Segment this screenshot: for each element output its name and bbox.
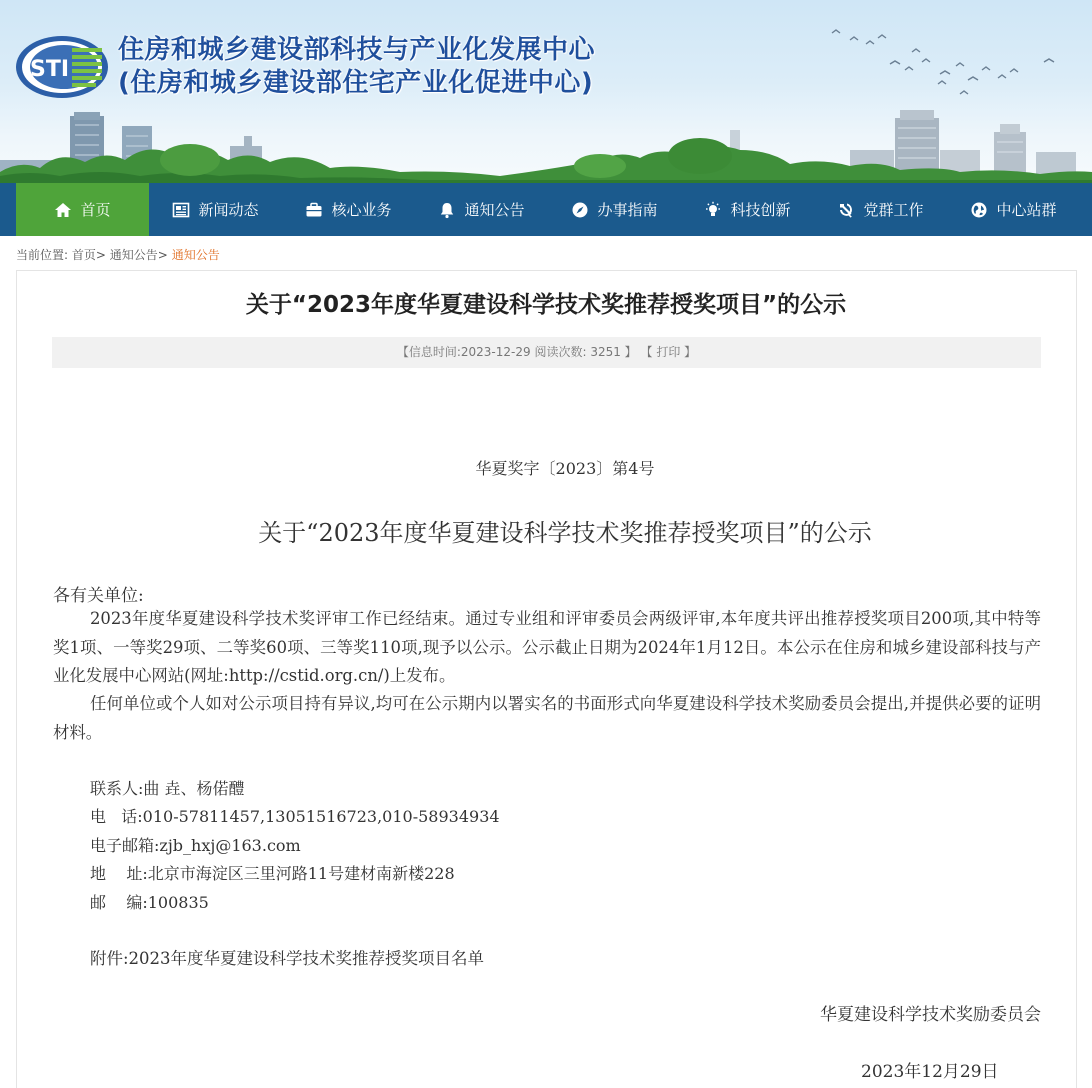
breadcrumb-section-link[interactable]: 通知公告 <box>109 248 158 262</box>
globe-icon <box>970 201 988 219</box>
contact-person: 联系人:曲 垚、杨偌醴 <box>90 779 245 798</box>
attachment-link[interactable]: 附件:2023年度华夏建设科学技术奖推荐授奖项目名单 <box>90 949 485 968</box>
site-title-line2: (住房和城乡建设部住宅产业化促进中心) <box>118 68 594 98</box>
nav-item-guide[interactable] <box>548 183 681 236</box>
breadcrumb-current-link[interactable]: 通知公告 <box>171 248 220 262</box>
site-banner <box>0 0 1092 183</box>
document-title: 关于“2023年度华夏建设科学技术奖推荐授奖项目”的公示 <box>258 519 872 547</box>
nav-item-news[interactable] <box>149 183 282 236</box>
nav-item-label: 党群工作 <box>863 201 924 219</box>
newspaper-icon <box>172 201 190 219</box>
print-link[interactable]: 【 打印 】 <box>640 345 697 359</box>
nav-item-label: 首页 <box>80 201 111 219</box>
nav-item-notices[interactable] <box>415 183 548 236</box>
meta-close-bracket: 】 <box>620 345 637 359</box>
document-salutation: 各有关单位: <box>53 586 144 606</box>
site-title-line1: 住房和城乡建设部科技与产业化发展中心 <box>118 35 596 65</box>
nav-item-label: 科技创新 <box>730 201 791 219</box>
breadcrumb <box>16 246 220 263</box>
compass-icon <box>571 201 589 219</box>
document-paragraph-2: 任何单位或个人如对公示项目持有异议,均可在公示期内以署实名的书面形式向华夏建设科学技术奖励委员会提出,并提供必要的证明材料。 <box>53 694 1041 742</box>
home-icon <box>54 201 72 219</box>
article-title: 关于“2023年度华夏建设科学技术奖推荐授奖项目”的公示 <box>245 292 847 318</box>
meta-view-count: 3251 <box>590 345 621 359</box>
nav-item-label: 办事指南 <box>597 201 658 219</box>
nav-item-innovation[interactable] <box>681 183 814 236</box>
contact-zip: 邮 编:100835 <box>90 893 209 912</box>
breadcrumb-prefix: 当前位置: <box>16 248 69 262</box>
main-nav <box>0 183 1092 236</box>
nav-item-label: 中心站群 <box>996 201 1057 219</box>
document-signature: 华夏建设科学技术奖励委员会 <box>820 1005 1041 1025</box>
contact-address: 地 址:北京市海淀区三里河路11号建材南新楼228 <box>90 864 455 883</box>
birds-decoration <box>832 30 1054 94</box>
breadcrumb-home-link[interactable]: 首页 <box>71 248 96 262</box>
document-number: 华夏奖字〔2023〕第4号 <box>475 459 655 478</box>
hammer-sickle-icon <box>837 201 855 219</box>
lightbulb-icon <box>704 201 722 219</box>
nav-item-home[interactable] <box>16 183 149 236</box>
nav-item-party-work[interactable] <box>814 183 947 236</box>
site-logo[interactable] <box>14 34 110 100</box>
breadcrumb-separator: > <box>95 248 106 262</box>
meta-time-label: 【信息时间:2023-12-29 阅读次数: <box>396 345 591 359</box>
contact-email: 电子邮箱:zjb_hxj@163.com <box>90 836 301 855</box>
bell-icon <box>438 201 456 219</box>
nav-item-core-business[interactable] <box>282 183 415 236</box>
nav-item-label: 新闻动态 <box>198 201 259 219</box>
document-date: 2023年12月29日 <box>861 1062 999 1082</box>
logo-text: STI <box>30 57 70 82</box>
site-title <box>118 34 595 100</box>
nav-item-label: 通知公告 <box>464 201 525 219</box>
nav-item-label: 核心业务 <box>331 201 392 219</box>
contact-phone: 电 话:010-57811457,13051516723,010-58934934 <box>90 807 500 826</box>
article-meta-bar <box>52 337 1041 368</box>
briefcase-icon <box>305 201 323 219</box>
document-paragraph-1: 2023年度华夏建设科学技术奖评审工作已经结束。通过专业组和评审委员会两级评审,本年度共评出推荐授奖项目200项,其中特等奖1项、一等奖29项、二等奖60项、三等奖110项,现予以公示。公示截止日期为2024年1月12日。本公示在住房和城乡建设部科技与产业化发展中心网站(网址:http://cstid.org.cn/)上发布。 <box>53 609 1041 685</box>
nav-item-site-group[interactable] <box>947 183 1080 236</box>
breadcrumb-separator: > <box>157 248 168 262</box>
